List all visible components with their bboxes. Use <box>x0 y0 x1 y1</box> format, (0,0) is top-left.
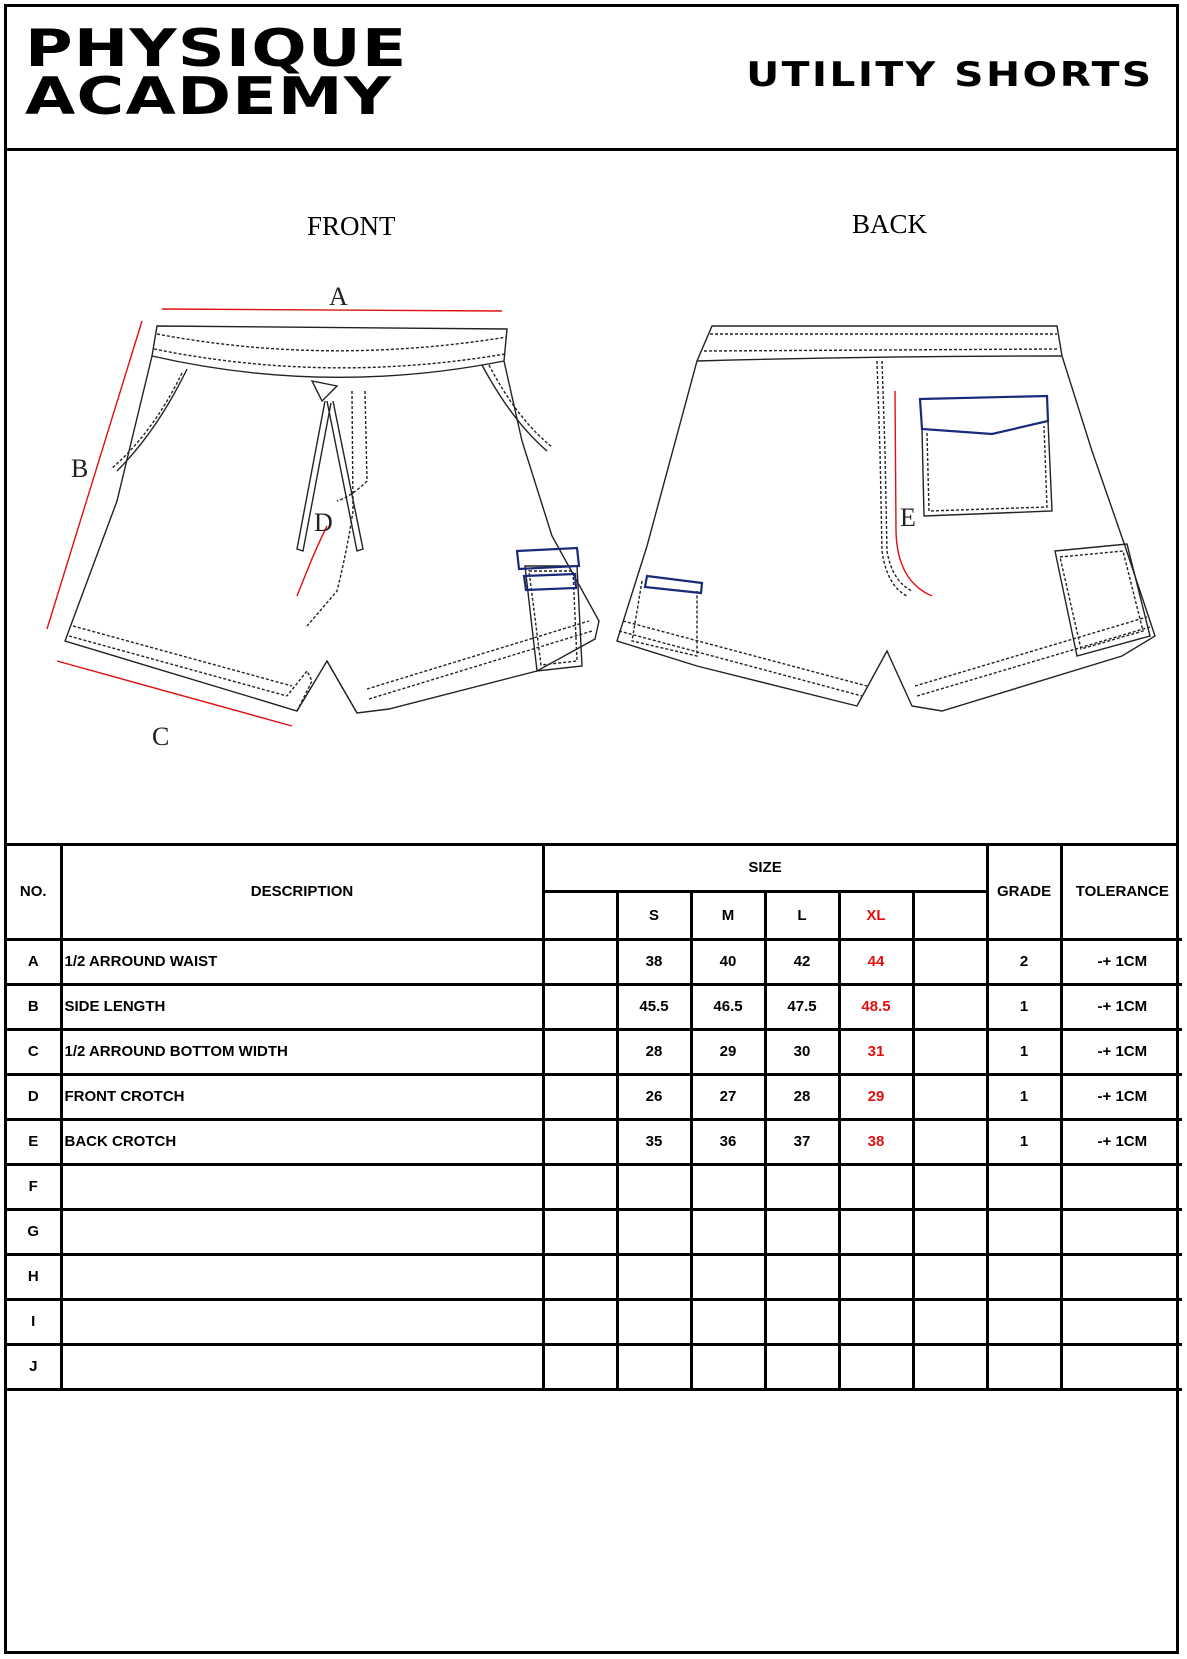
header <box>7 7 1176 151</box>
grade-cell <box>987 1254 1061 1299</box>
measure-c-line <box>57 661 292 726</box>
back-right-hem <box>917 627 1150 696</box>
value-cell: 27 <box>691 1074 765 1119</box>
tolerance-cell: -+ 1CM <box>1061 1029 1182 1074</box>
technical-drawing <box>7 151 1176 846</box>
back-center-seam <box>882 361 912 591</box>
value-cell <box>543 1164 617 1209</box>
value-cell <box>913 1209 987 1254</box>
grade-cell: 1 <box>987 984 1061 1029</box>
value-cell <box>617 1299 691 1344</box>
tolerance-header: TOLERANCE <box>1061 845 1182 939</box>
value-cell: 46.5 <box>691 984 765 1029</box>
front-right-hem <box>369 631 592 699</box>
value-cell <box>913 1074 987 1119</box>
value-cell <box>691 1164 765 1209</box>
description-cell <box>61 1254 543 1299</box>
description-cell: 1/2 ARROUND BOTTOM WIDTH <box>61 1029 543 1074</box>
row-id-cell: H <box>7 1254 61 1299</box>
value-cell-xl <box>839 1164 913 1209</box>
value-cell <box>913 1164 987 1209</box>
value-cell-xl: 44 <box>839 939 913 984</box>
size-label <box>913 891 987 939</box>
value-cell <box>617 1164 691 1209</box>
tolerance-cell: -+ 1CM <box>1061 984 1182 1029</box>
value-cell: 28 <box>617 1029 691 1074</box>
description-cell <box>61 1344 543 1389</box>
front-left-hem <box>69 636 287 696</box>
value-cell: 42 <box>765 939 839 984</box>
back-patch-pocket-flap <box>920 396 1048 434</box>
value-cell: 30 <box>765 1029 839 1074</box>
measurement-lines <box>47 309 932 726</box>
value-cell: 37 <box>765 1119 839 1164</box>
value-cell <box>913 1299 987 1344</box>
value-cell <box>543 939 617 984</box>
description-cell <box>61 1164 543 1209</box>
row-id-cell: I <box>7 1299 61 1344</box>
table-row <box>7 1299 1182 1344</box>
size-label-xl: XL <box>839 891 913 939</box>
value-cell: 36 <box>691 1119 765 1164</box>
brand-line-1: PHYSIQUE <box>25 19 408 79</box>
row-id-cell: A <box>7 939 61 984</box>
size-label: M <box>691 891 765 939</box>
value-cell <box>543 1299 617 1344</box>
value-cell <box>543 1344 617 1389</box>
table-row <box>7 1119 1182 1164</box>
table-row <box>7 1254 1182 1299</box>
back-left-hem <box>619 631 862 696</box>
marker-c: C <box>152 722 170 751</box>
row-id-cell: C <box>7 1029 61 1074</box>
value-cell <box>543 1209 617 1254</box>
tolerance-cell <box>1061 1299 1182 1344</box>
description-cell: BACK CROTCH <box>61 1119 543 1164</box>
value-cell <box>691 1344 765 1389</box>
table-row <box>7 984 1182 1029</box>
size-label: S <box>617 891 691 939</box>
value-cell <box>765 1164 839 1209</box>
value-cell: 45.5 <box>617 984 691 1029</box>
value-cell <box>913 1029 987 1074</box>
value-cell: 40 <box>691 939 765 984</box>
value-cell: 26 <box>617 1074 691 1119</box>
description-header: DESCRIPTION <box>61 845 543 939</box>
spec-sheet <box>4 4 1179 1654</box>
back-side-flap <box>645 576 702 593</box>
pocket-flaps <box>517 396 1048 593</box>
value-cell-xl: 29 <box>839 1074 913 1119</box>
product-title: UTILITY SHORTS <box>746 55 1154 95</box>
tolerance-cell <box>1061 1254 1182 1299</box>
description-cell: 1/2 ARROUND WAIST <box>61 939 543 984</box>
value-cell <box>691 1209 765 1254</box>
value-cell <box>913 1254 987 1299</box>
tolerance-cell: -+ 1CM <box>1061 939 1182 984</box>
value-cell <box>765 1344 839 1389</box>
back-view-label: BACK <box>852 209 928 239</box>
value-cell-xl: 38 <box>839 1119 913 1164</box>
brand-line-2: ACADEMY <box>25 67 393 127</box>
table-row <box>7 1074 1182 1119</box>
tolerance-cell: -+ 1CM <box>1061 1119 1182 1164</box>
size-label: L <box>765 891 839 939</box>
value-cell: 38 <box>617 939 691 984</box>
size-header: SIZE <box>543 845 987 891</box>
value-cell: 28 <box>765 1074 839 1119</box>
grade-cell: 1 <box>987 1074 1061 1119</box>
marker-e: E <box>900 503 916 532</box>
description-cell <box>61 1209 543 1254</box>
value-cell <box>691 1299 765 1344</box>
value-cell-xl <box>839 1344 913 1389</box>
value-cell <box>765 1254 839 1299</box>
value-cell-xl <box>839 1209 913 1254</box>
value-cell <box>543 984 617 1029</box>
tolerance-cell: -+ 1CM <box>1061 1074 1182 1119</box>
tolerance-cell <box>1061 1209 1182 1254</box>
value-cell <box>913 939 987 984</box>
marker-d: D <box>314 508 333 537</box>
table-row <box>7 1209 1182 1254</box>
value-cell <box>617 1344 691 1389</box>
table-row <box>7 1344 1182 1389</box>
table-row <box>7 939 1182 984</box>
grade-cell: 2 <box>987 939 1061 984</box>
value-cell <box>913 984 987 1029</box>
value-cell: 47.5 <box>765 984 839 1029</box>
row-id-cell: J <box>7 1344 61 1389</box>
back-waistband <box>697 356 1062 361</box>
description-cell: FRONT CROTCH <box>61 1074 543 1119</box>
tolerance-cell <box>1061 1164 1182 1209</box>
measure-e-line <box>895 391 932 596</box>
value-cell <box>913 1344 987 1389</box>
measurement-table <box>7 845 1182 1391</box>
front-view-label: FRONT <box>307 211 396 241</box>
grade-cell <box>987 1299 1061 1344</box>
no-header: NO. <box>7 845 61 939</box>
value-cell <box>765 1209 839 1254</box>
grade-cell <box>987 1344 1061 1389</box>
row-id-cell: B <box>7 984 61 1029</box>
table-header-row-1 <box>7 845 1182 891</box>
value-cell-xl <box>839 1254 913 1299</box>
description-cell: SIDE LENGTH <box>61 984 543 1029</box>
back-patch-pocket <box>922 421 1052 516</box>
row-id-cell: E <box>7 1119 61 1164</box>
row-id-cell: G <box>7 1209 61 1254</box>
value-cell: 29 <box>691 1029 765 1074</box>
shorts-sketch <box>7 151 1176 841</box>
measure-b-line <box>47 321 142 629</box>
size-label <box>543 891 617 939</box>
grade-cell <box>987 1209 1061 1254</box>
value-cell <box>691 1254 765 1299</box>
value-cell <box>765 1299 839 1344</box>
value-cell-xl: 48.5 <box>839 984 913 1029</box>
tolerance-cell <box>1061 1344 1182 1389</box>
table-row <box>7 1029 1182 1074</box>
grade-cell: 1 <box>987 1119 1061 1164</box>
value-cell <box>543 1119 617 1164</box>
value-cell <box>543 1254 617 1299</box>
marker-a: A <box>329 282 348 311</box>
description-cell <box>61 1299 543 1344</box>
row-id-cell: D <box>7 1074 61 1119</box>
value-cell <box>617 1209 691 1254</box>
value-cell <box>543 1029 617 1074</box>
value-cell <box>913 1119 987 1164</box>
row-id-cell: F <box>7 1164 61 1209</box>
marker-b: B <box>71 454 89 483</box>
front-cargo-pocket <box>525 566 582 671</box>
drawstring <box>312 381 337 401</box>
table-row <box>7 1164 1182 1209</box>
brand-logo <box>25 19 408 127</box>
front-waistband <box>152 356 504 377</box>
value-cell-xl: 31 <box>839 1029 913 1074</box>
value-cell <box>543 1074 617 1119</box>
grade-cell: 1 <box>987 1029 1061 1074</box>
value-cell-xl <box>839 1299 913 1344</box>
value-cell <box>617 1254 691 1299</box>
grade-cell <box>987 1164 1061 1209</box>
value-cell: 35 <box>617 1119 691 1164</box>
grade-header: GRADE <box>987 845 1061 939</box>
